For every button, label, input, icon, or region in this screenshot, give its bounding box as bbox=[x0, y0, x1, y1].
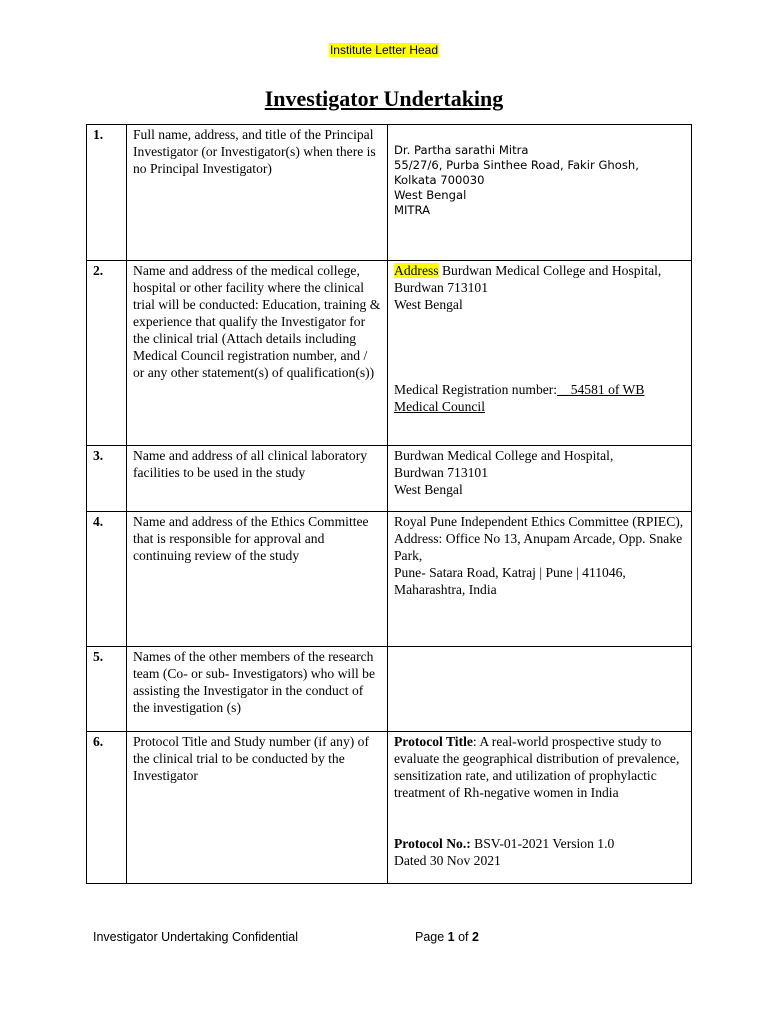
protocol-title-value: : A real-world prospective study to evaluate the geographical distribution of prevalence, sensitization rate, and utilization of prophylactic treatment of Rh-negative women in India bbox=[394, 734, 680, 800]
page-label: Page bbox=[415, 930, 448, 944]
undertaking-table bbox=[86, 124, 692, 884]
row-question: Protocol Title and Study number (if any) of the clinical trial to be conducted by the Investigator bbox=[127, 732, 388, 884]
address-highlight: Address bbox=[394, 263, 439, 278]
row-question: Name and address of all clinical laboratory facilities to be used in the study bbox=[127, 446, 388, 512]
row-number: 6. bbox=[87, 732, 127, 884]
protocol-title-label: Protocol Title bbox=[394, 734, 473, 749]
row-question: Names of the other members of the research team (Co- or sub- Investigators) who will be assisting the Investigator in the conduct of the investigation (s) bbox=[127, 647, 388, 732]
page-current: 1 bbox=[447, 930, 455, 944]
table-row bbox=[87, 261, 692, 446]
footer-confidential: Investigator Undertaking Confidential bbox=[93, 930, 298, 944]
registration-value: __54581 of WB Medical Council bbox=[394, 382, 645, 414]
page-of: of bbox=[454, 930, 472, 944]
row-answer bbox=[388, 125, 692, 261]
row-answer bbox=[388, 512, 692, 647]
page-total: 2 bbox=[472, 930, 479, 944]
answer-line: Address: Office No 13, Anupam Arcade, Opp. Snake Park, bbox=[394, 531, 683, 563]
row-answer bbox=[388, 261, 692, 446]
table-row bbox=[87, 446, 692, 512]
answer-line: Kolkata 700030 bbox=[394, 173, 485, 187]
row-number: 2. bbox=[87, 261, 127, 446]
answer-line: MITRA bbox=[394, 203, 431, 217]
answer-line: Royal Pune Independent Ethics Committee (RPIEC), bbox=[394, 514, 684, 529]
table-row bbox=[87, 125, 692, 261]
answer-line: Pune- Satara Road, Katraj | Pune | 411046, Maharashtra, India bbox=[394, 565, 626, 597]
answer-line: West Bengal bbox=[394, 482, 463, 497]
answer-line: Burdwan 713101 bbox=[394, 465, 489, 480]
row-answer bbox=[388, 732, 692, 884]
page-title: Investigator Undertaking bbox=[264, 86, 504, 111]
answer-line: Burdwan Medical College and Hospital, bbox=[394, 448, 614, 463]
protocol-date: Dated 30 Nov 2021 bbox=[394, 853, 501, 868]
row-question: Name and address of the Ethics Committee that is responsible for approval and continuing review of the study bbox=[127, 512, 388, 647]
row-number: 3. bbox=[87, 446, 127, 512]
row-question: Full name, address, and title of the Principal Investigator (or Investigator(s) when there is no Principal Investigator) bbox=[127, 125, 388, 261]
row-answer-empty bbox=[388, 647, 692, 732]
table-row bbox=[87, 512, 692, 647]
answer-line: West Bengal bbox=[394, 297, 463, 312]
row-answer bbox=[388, 446, 692, 512]
registration-label: Medical Registration number: bbox=[394, 382, 558, 397]
protocol-no-value: BSV-01-2021 Version 1.0 bbox=[470, 836, 615, 851]
table-row bbox=[87, 647, 692, 732]
footer-page-number bbox=[415, 930, 479, 944]
answer-line: Dr. Partha sarathi Mitra bbox=[394, 143, 529, 157]
answer-line: West Bengal bbox=[394, 188, 467, 202]
letterhead-placeholder bbox=[0, 43, 768, 57]
row-number: 5. bbox=[87, 647, 127, 732]
row-question: Name and address of the medical college, hospital or other facility where the clinical trial will be conducted: Education, training & experience that qualify the Investigator for the clinical trial (Attach details including Medical Council registration number, and / or any other statement(s) of qualification(s)) bbox=[127, 261, 388, 446]
protocol-no-label: Protocol No.: bbox=[394, 836, 471, 851]
answer-line: 55/27/6, Purba Sinthee Road, Fakir Ghosh, bbox=[394, 158, 639, 172]
row-number: 4. bbox=[87, 512, 127, 647]
table-row bbox=[87, 732, 692, 884]
row-number: 1. bbox=[87, 125, 127, 261]
answer-text: Burdwan Medical College and Hospital, Burdwan 713101 bbox=[394, 263, 662, 295]
letterhead-text: Institute Letter Head bbox=[329, 43, 439, 57]
